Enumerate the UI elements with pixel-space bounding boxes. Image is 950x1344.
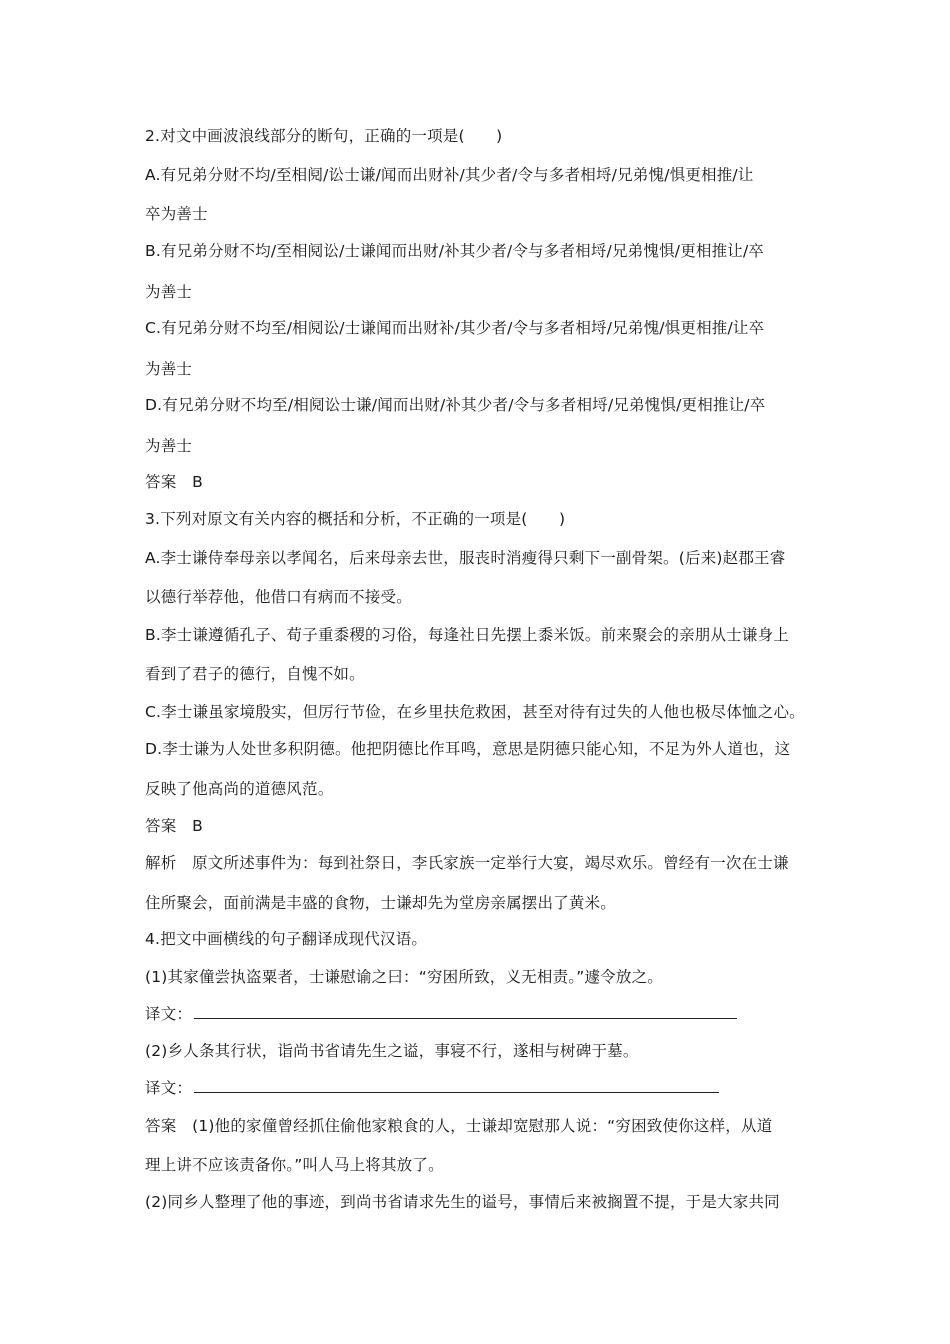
translation-label: 译文： — [145, 1005, 193, 1023]
answer-4-1: 答案 (1)他的家僮曾经抓住偷他家粮食的人，士谦却宽慰那人说：“穷困致使你这样，从道 — [145, 1117, 773, 1135]
option-2c: C.有兄弟分财不均至/相阋讼/士谦闻而出财补/其少者/令与多者相埒/兄弟愧/惧更相推/让卒 — [145, 319, 765, 337]
question-2-stem: 2.对文中画波浪线部分的断句，正确的一项是( ) — [145, 127, 503, 145]
option-3d: D.李士谦为人处世多积阴德。他把阴德比作耳鸣，意思是阴德只能心知，不足为外人道也，这 — [145, 740, 791, 758]
answer-4-1-cont: 理上讲不应该责备你。”叫人马上将其放了。 — [145, 1156, 444, 1174]
sentence-4-1: (1)其家僮尝执盗粟者，士谦慰谕之曰：“穷困所致，义无相责。”遽令放之。 — [145, 968, 663, 986]
option-2b: B.有兄弟分财不均/至相阋讼/士谦闻而出财/补其少者/令与多者相埒/兄弟愧惧/更相推让/卒 — [145, 242, 765, 260]
option-2d-cont: 为善士 — [145, 437, 193, 455]
option-3b-cont: 看到了君子的德行，自愧不如。 — [145, 665, 365, 683]
sentence-4-2: (2)乡人条其行状，诣尚书省请先生之谥，事寝不行，遂相与树碑于墓。 — [145, 1042, 639, 1060]
option-3d-cont: 反映了他高尚的道德风范。 — [145, 780, 334, 798]
option-3c: C.李士谦虽家境殷实，但厉行节俭，在乡里扶危救困，甚至对待有过失的人他也极尽体恤之心。 — [145, 703, 805, 721]
option-3b: B.李士谦遵循孔子、荀子重黍稷的习俗，每逢社日先摆上黍米饭。前来聚会的亲朋从士谦身上 — [145, 626, 789, 644]
translation-blank-2[interactable] — [194, 1078, 719, 1093]
translation-blank-1[interactable] — [194, 1004, 737, 1019]
translation-label: 译文： — [145, 1079, 193, 1097]
answer-2: 答案 B — [145, 473, 203, 491]
option-2a-cont: 卒为善士 — [145, 205, 208, 223]
question-4-stem: 4.把文中画横线的句子翻译成现代汉语。 — [145, 930, 428, 948]
question-3-stem: 3.下列对原文有关内容的概括和分析，不正确的一项是( ) — [145, 510, 566, 528]
option-2d: D.有兄弟分财不均至/相阋讼士谦/闻而出财/补其少者/令与多者相埒/兄弟愧惧/更相推让/卒 — [145, 396, 766, 414]
translation-line-1 — [145, 1004, 815, 1024]
option-2a: A.有兄弟分财不均/至相阋/讼士谦/闻而出财补/其少者/令与多者相埒/兄弟愧/惧更相推/让 — [145, 166, 754, 184]
explanation-3: 解析 原文所述事件为：每到社祭日，李氏家族一定举行大宴，竭尽欢乐。曾经有一次在士谦 — [145, 854, 789, 872]
option-3a: A.李士谦侍奉母亲以孝闻名，后来母亲去世，服丧时消瘦得只剩下一副骨架。(后来)赵郡王睿 — [145, 549, 786, 567]
explanation-3-cont: 住所聚会，面前满是丰盛的食物，士谦却先为堂房亲属摆出了黄米。 — [145, 894, 617, 912]
answer-3: 答案 B — [145, 817, 203, 835]
option-2c-cont: 为善士 — [145, 360, 193, 378]
translation-line-2 — [145, 1078, 815, 1098]
answer-4-2: (2)同乡人整理了他的事迹，到尚书省请求先生的谥号，事情后来被搁置不提，于是大家共同 — [145, 1193, 780, 1211]
option-2b-cont: 为善士 — [145, 283, 193, 301]
option-3a-cont: 以德行举荐他，他借口有病而不接受。 — [145, 588, 412, 606]
